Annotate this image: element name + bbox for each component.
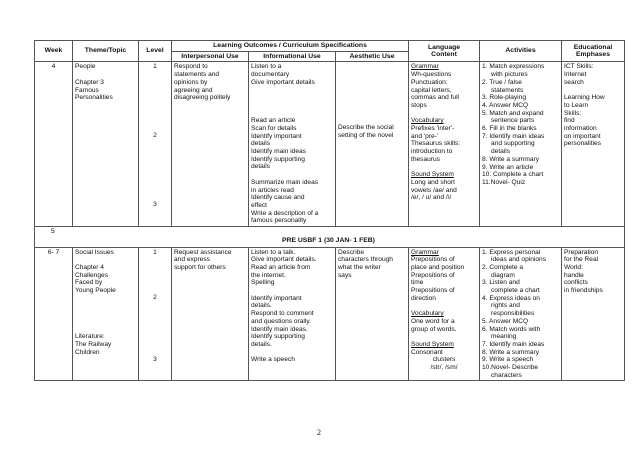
cell-line: commas and full [411, 94, 460, 102]
cell-line: statements [491, 86, 524, 94]
cell-line: Read an article from [251, 263, 311, 271]
cell-line: on important [564, 132, 601, 140]
cell-line: Punctuation: [411, 78, 448, 86]
aesthetic-header: Aesthetic Use [336, 51, 409, 62]
cell-line: characters through [338, 256, 393, 264]
spacer [75, 71, 136, 79]
cell-line: 2. Complete a [482, 263, 524, 271]
spacer [251, 87, 333, 95]
cell-line: and express [174, 256, 210, 264]
cell-line: and 'pre-' [411, 132, 439, 140]
cell-line: place and position [411, 263, 465, 271]
cell-line: thesaurus [411, 155, 440, 163]
cell-line: and supporting [491, 140, 535, 148]
cell-line: to Learn [564, 101, 589, 109]
cell-line: introduction to [411, 148, 453, 156]
cell-line: Write a description of a [251, 209, 319, 217]
cell-line: 3. Listen and [482, 279, 520, 287]
cell-line: 4. Answer MCQ [482, 101, 529, 109]
language-header [409, 41, 480, 62]
table-row-week-5 [35, 227, 625, 247]
level-value: 2 [153, 294, 157, 302]
cell-line: 6. Match words with [482, 325, 541, 333]
cell-line: 10.Novel- Describe [482, 364, 539, 372]
cell-line: Write a speech [251, 356, 295, 364]
level-cell [139, 247, 172, 381]
language-cell [409, 62, 480, 227]
cell-line: Identify main ideas. [251, 325, 308, 333]
cell-line: vowels /ae/ and [411, 186, 457, 194]
cell-line: clusters [432, 356, 456, 364]
cell-line: Identify supporting [251, 155, 305, 163]
aesthetic-cell [336, 62, 409, 227]
informational-cell [249, 62, 336, 227]
cell-line: ICT Skills: [564, 63, 594, 71]
cell-line: Request assistance [174, 248, 232, 256]
header-row [35, 41, 625, 52]
cell-line: time [411, 279, 424, 287]
cell-line: Chapter 3 [75, 78, 104, 86]
cell-line: conflicts [564, 279, 588, 287]
language-header-line: Content [431, 51, 457, 59]
cell-line: Consonant [411, 348, 443, 356]
cell-line: 5. Match and expand [482, 109, 544, 117]
cell-line: information [564, 125, 597, 133]
cell-line: complete a chart [491, 287, 540, 295]
theme-cell [73, 62, 139, 227]
spacer [251, 349, 333, 357]
cell-line: famous personality [251, 217, 307, 225]
week-cell: 6- 7 [35, 247, 73, 381]
informational-header: Informational Use [249, 51, 336, 62]
cell-line: People [75, 63, 96, 71]
cell-line: One word for a [411, 317, 455, 325]
cell-line: search [564, 78, 584, 86]
pre-usbf-label: PRE USBF 1 (30 JAN- 1 FEB) [282, 236, 375, 244]
theme-cell [73, 247, 139, 381]
cell-line: Describe [338, 248, 365, 256]
cell-line: 9. Write a speech [482, 356, 534, 364]
cell-line: 7. Identify main ideas [482, 132, 545, 140]
spacer [75, 310, 136, 318]
cell-line: Identify cause and [251, 194, 305, 202]
cell-line: Learning How [564, 94, 605, 102]
cell-line: sentence parts [491, 117, 535, 125]
cell-line: 1. Match expressions [482, 63, 545, 71]
spacer [75, 295, 136, 303]
cell-line: Summarize main ideas [251, 178, 319, 186]
cell-line: agreeing and [174, 86, 213, 94]
section-heading: Sound System [411, 171, 454, 179]
cell-line: 10. Complete a chart [482, 171, 544, 179]
cell-line: documentary [251, 71, 290, 79]
level-value: 3 [153, 200, 157, 208]
spacer [411, 164, 477, 172]
cell-line: 11.Novel- Quiz [482, 178, 526, 186]
cell-line: rights and [491, 302, 520, 310]
cell-line: Listen to a [251, 63, 282, 71]
informational-cell [249, 247, 336, 381]
cell-line: details. [251, 302, 272, 310]
spacer [251, 102, 333, 110]
interpersonal-cell [172, 247, 249, 381]
cell-line: details [251, 163, 271, 171]
language-header-line: Language [427, 43, 461, 51]
cell-line: Literature: [75, 333, 105, 341]
cell-line: Famous [75, 86, 99, 94]
interpersonal-header: Interpersonal Use [172, 51, 249, 62]
cell-line: Preparation [564, 248, 599, 256]
language-cell [409, 247, 480, 381]
cell-line: ideas and opinions [491, 256, 546, 264]
cell-line: in articles read [251, 186, 294, 194]
outcomes-header: Learning Outcomes / Curriculum Specifications [172, 41, 409, 52]
cell-line: find [564, 117, 575, 125]
cell-line: stops [411, 101, 427, 109]
cell-line: 3. Role-playing [482, 94, 526, 102]
spacer [564, 87, 622, 95]
week-cell: 4 [35, 62, 73, 227]
spacer [75, 302, 136, 310]
cell-line: Identify supporting [251, 333, 305, 341]
spacer [411, 110, 477, 118]
cell-line: Read an article [251, 117, 296, 125]
cell-line: 5. Answer MCQ [482, 317, 529, 325]
cell-line: Young People [75, 287, 116, 294]
section-heading: Grammar [411, 248, 439, 256]
cell-line: The Railway [75, 340, 112, 348]
cell-line: statements and [174, 71, 220, 79]
cell-line: support for others [174, 263, 226, 271]
cell-line: Prefixes 'inter'- [411, 125, 455, 133]
cell-line: 8. Write a summary [482, 348, 540, 356]
cell-line: 2. True / false [482, 78, 522, 86]
spacer [75, 256, 136, 264]
aesthetic-line: setting of the novel [338, 132, 394, 140]
level-value: 3 [153, 355, 157, 363]
aesthetic-cell [336, 247, 409, 381]
spacer [251, 110, 333, 118]
cell-line: opinions by [174, 78, 208, 86]
cell-line: Skills: [564, 109, 582, 117]
section-heading: Grammar [411, 63, 439, 71]
cell-line: Chapter 4 [75, 263, 104, 271]
cell-line: details [251, 140, 271, 148]
emphases-cell [562, 247, 625, 381]
spacer [251, 94, 333, 102]
spacer [75, 318, 136, 326]
cell-line: personalities [564, 140, 602, 148]
cell-line: meaning [491, 333, 517, 341]
cell-line: Identify main ideas [251, 148, 306, 156]
cell-line: group of words. [411, 325, 457, 333]
section-heading: Sound System [411, 340, 454, 348]
section-heading: Vocabulary [411, 117, 444, 125]
cell-line: Prepositions of [411, 256, 455, 264]
level-header: Level [139, 41, 172, 62]
emphases-header-line: Educational [573, 43, 613, 51]
cell-line: Children [75, 348, 100, 356]
cell-line: Thesaurus skills: [411, 140, 461, 148]
table-row-week-4 [35, 62, 625, 227]
cell-line: Prepositions of [411, 287, 455, 295]
cell-line: Respond to comment [251, 310, 314, 318]
cell-line: what the writer [338, 263, 381, 271]
spacer [251, 287, 333, 295]
cell-line: /str/, /sm/ [430, 364, 458, 372]
level-cell [139, 62, 172, 227]
cell-line: the internet. [251, 271, 286, 279]
emphases-header-line: Emphases [575, 51, 610, 59]
cell-line: Prepositions of [411, 271, 455, 279]
cell-line: 1. Express personal [482, 248, 541, 256]
cell-line: Give important details. [251, 256, 317, 264]
cell-line: capital letters, [411, 86, 452, 94]
cell-line: World: [564, 263, 583, 271]
cell-line: 4. Express ideas on [482, 294, 540, 302]
interpersonal-cell [172, 62, 249, 227]
cell-line: Identify important [251, 132, 302, 140]
cell-line: in friendships [564, 287, 603, 295]
cell-line: 9. Write an article [482, 163, 534, 171]
scheme-of-work-table [34, 40, 625, 381]
section-heading: Vocabulary [411, 310, 444, 318]
cell-line: Social Issues [75, 248, 114, 256]
cell-line: Challenges [75, 271, 108, 279]
page-number: 2 [317, 428, 321, 437]
cell-line: with pictures [491, 71, 528, 79]
cell-line: details [491, 148, 511, 156]
spacer [411, 333, 477, 341]
emphases-cell [562, 62, 625, 227]
cell-line: for the Real [564, 256, 599, 264]
cell-line: direction [411, 294, 436, 302]
cell-line: 7. Identify main ideas [482, 340, 545, 348]
spacer [411, 302, 477, 310]
cell-line: Spelling [251, 279, 275, 287]
cell-line: Internet [564, 71, 587, 79]
cell-line: Faced by [75, 279, 103, 287]
cell-line: Personalities [75, 94, 113, 102]
aesthetic-line: Describe the social [338, 124, 394, 132]
cell-line: effect [251, 201, 268, 209]
cell-line: Identify important [251, 294, 302, 302]
cell-line: and questions orally. [251, 317, 311, 325]
level-value: 2 [153, 132, 157, 140]
cell-line: handle [564, 271, 584, 279]
cell-line: Give important details [251, 78, 315, 86]
cell-line: Scan for details [251, 124, 297, 132]
spacer [251, 171, 333, 179]
table-row-week-6-7 [35, 247, 625, 381]
cell-line: 8. Write a summary [482, 155, 540, 163]
cell-line: /e/, / u/ and /\/ [411, 194, 452, 202]
level-value: 1 [153, 248, 157, 256]
cell-line: 6. Fill in the blanks [482, 125, 537, 133]
activities-cell [480, 247, 562, 381]
cell-line: Wh-questions [411, 71, 452, 79]
spacer [75, 325, 136, 333]
theme-header: Theme/Topic [73, 41, 139, 62]
cell-line: Respond to [174, 63, 208, 71]
cell-line: characters [491, 371, 522, 379]
cell-line: diagram [491, 271, 515, 279]
cell-line: Long and short [411, 178, 455, 186]
level-value: 1 [153, 63, 157, 71]
emphases-header [562, 41, 625, 62]
cell-line: Listen to a talk. [251, 248, 296, 256]
cell-line: says [338, 271, 352, 279]
activities-header: Activities [480, 41, 562, 62]
week-header: Week [35, 41, 73, 62]
cell-line: disagreeing politely [174, 94, 231, 102]
cell-line: responsibilities [491, 310, 535, 318]
activities-cell [480, 62, 562, 227]
cell-line: details. [251, 340, 272, 348]
syllabus-page [34, 40, 624, 381]
week-cell: 5 [51, 228, 55, 236]
